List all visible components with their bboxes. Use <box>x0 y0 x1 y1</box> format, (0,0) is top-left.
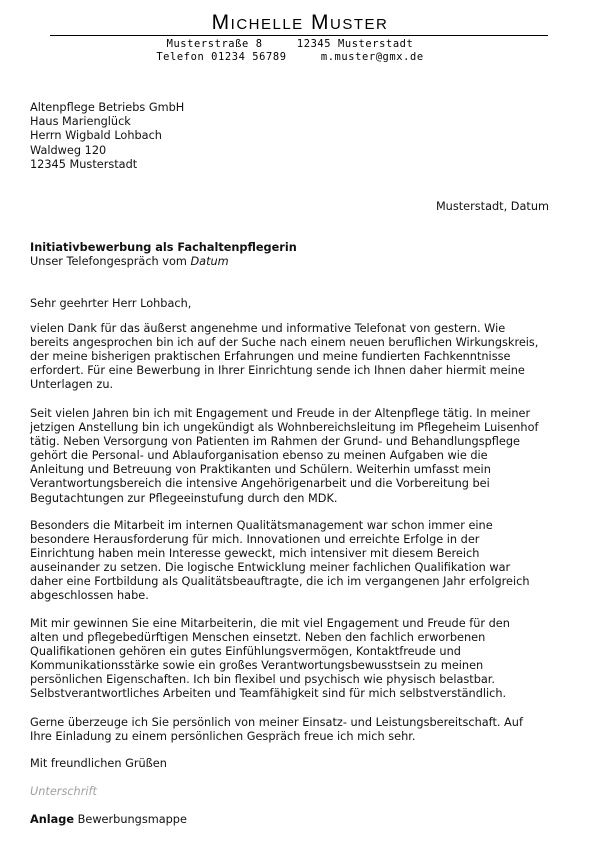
paragraph-line: alten und pflegebedürftigen Menschen einsetzt. Neben den fachlich erworbenen <box>30 631 486 645</box>
recipient-line: 12345 Musterstadt <box>30 157 138 171</box>
subject-block <box>30 241 297 269</box>
paragraph-line: persönlichen Eigenschaften. Ich bin flexibel und psychisch wie physisch belastbar. <box>30 673 495 687</box>
body-paragraph <box>30 407 570 506</box>
sender-address: Musterstraße 8 12345 Musterstadt <box>166 38 414 50</box>
enclosure-text: Bewerbungsmappe <box>74 813 187 826</box>
paragraph-line: abgeschlossen habe. <box>30 589 149 603</box>
body-paragraph <box>30 716 570 744</box>
subject-reference-text: Unser Telefongespräch vom <box>30 255 191 268</box>
paragraph-line: Gerne überzeuge ich Sie persönlich von meiner Einsatz- und Leistungsbereitschaft. Auf <box>30 716 523 729</box>
paragraph-line: Mit mir gewinnen Sie eine Mitarbeiterin, die mit viel Engagement und Freude für den <box>30 617 510 630</box>
recipient-line: Herrn Wigbald Lohbach <box>30 129 162 143</box>
recipient-line: Waldweg 120 <box>30 143 107 157</box>
sender-contact: Telefon 01234 56789 m.muster@gmx.de <box>156 51 424 63</box>
enclosure <box>30 813 187 826</box>
closing: Mit freundlichen Grüßen <box>30 757 167 770</box>
paragraph-line: jetzigen Anstellung bin ich ungekündigt als Wohnbereichsleitung im Pflegeheim Luisenhof <box>30 421 539 435</box>
paragraph-line: Unterlagen zu. <box>30 378 114 392</box>
recipient-address <box>30 101 184 172</box>
paragraph-line: besondere Herausforderung für mich. Innovationen und erreichte Erfolge in der <box>30 533 480 547</box>
paragraph-line: bereits angesprochen bin ich auf der Suche nach einem neuen beruflichen Wirkungskreis, <box>30 336 539 350</box>
body-paragraph <box>30 617 570 702</box>
subject-reference <box>30 255 297 269</box>
paragraph-line: der meine bisherigen praktischen Erfahrungen und meine fundierten Fachkenntnisse <box>30 350 511 364</box>
paragraph-line: vielen Dank für das äußerst angenehme und informative Telefonat von gestern. Wie <box>30 322 506 335</box>
sender-name: Michelle Muster <box>211 11 389 34</box>
paragraph-line: Seit vielen Jahren bin ich mit Engagement und Freude in der Altenpflege tätig. In meiner <box>30 407 531 420</box>
paragraph-line: erfordert. Für eine Bewerbung in Ihrer Einrichtung sende ich Ihnen daher hiermit meine <box>30 364 525 378</box>
paragraph-line: Einrichtung haben mein Interesse geweckt, mich intensiver mit diesem Bereich <box>30 547 480 561</box>
signature-placeholder: Unterschrift <box>30 785 97 798</box>
paragraph-line: auseinander zu setzen. Die logische Entwicklung meiner fachlichen Qualifikation war <box>30 561 511 575</box>
paragraph-line: Ihre Einladung zu einem persönlichen Gespräch freue ich mich sehr. <box>30 730 416 744</box>
subject-reference-date: Datum <box>190 255 229 268</box>
subject-title: Initiativbewerbung als Fachaltenpflegerin <box>30 241 297 254</box>
paragraph-line: Begutachtungen zur Pflegeeinstufung durch den MDK. <box>30 491 338 505</box>
enclosure-label: Anlage <box>30 813 75 826</box>
letter-date: Musterstadt, Datum <box>435 200 549 213</box>
body-paragraph <box>30 519 570 604</box>
paragraph-line: Qualifikationen gehören ein gutes Einfühlungsvermögen, Kontaktfreude und <box>30 645 461 659</box>
paragraph-line: Besonders die Mitarbeit im internen Qualitätsmanagement war schon immer eine <box>30 519 493 532</box>
header-divider <box>50 35 548 36</box>
recipient-line: Haus Marienglück <box>30 115 131 129</box>
paragraph-line: tätig. Neben Versorgung von Patienten im Rahmen der Grund- und Behandlungspflege <box>30 435 520 449</box>
recipient-line: Altenpflege Betriebs GmbH <box>30 101 185 114</box>
paragraph-line: Selbstverantwortliches Arbeiten und Teamfähigkeit sind für mich selbstverständlich. <box>30 687 507 701</box>
salutation: Sehr geehrter Herr Lohbach, <box>30 297 192 310</box>
paragraph-line: Kommunikationsstärke sowie ein großes Verantwortungsbewusstsein zu meinen <box>30 659 484 673</box>
body-paragraph <box>30 322 570 392</box>
paragraph-line: gehört die Personal- und Ablauforganisation ebenso zu meinen Aufgaben wie die <box>30 449 488 463</box>
paragraph-line: daher eine Fortbildung als Qualitätsbeauftragte, die ich im vergangenen Jahr erfolgreich <box>30 575 530 589</box>
paragraph-line: Verantwortungsbereich die intensive Angehörigenarbeit und die Vorbereitung bei <box>30 477 490 491</box>
paragraph-line: Anleitung und Betreuung von Praktikanten und Schülern. Weiterhin umfasst mein <box>30 463 491 477</box>
